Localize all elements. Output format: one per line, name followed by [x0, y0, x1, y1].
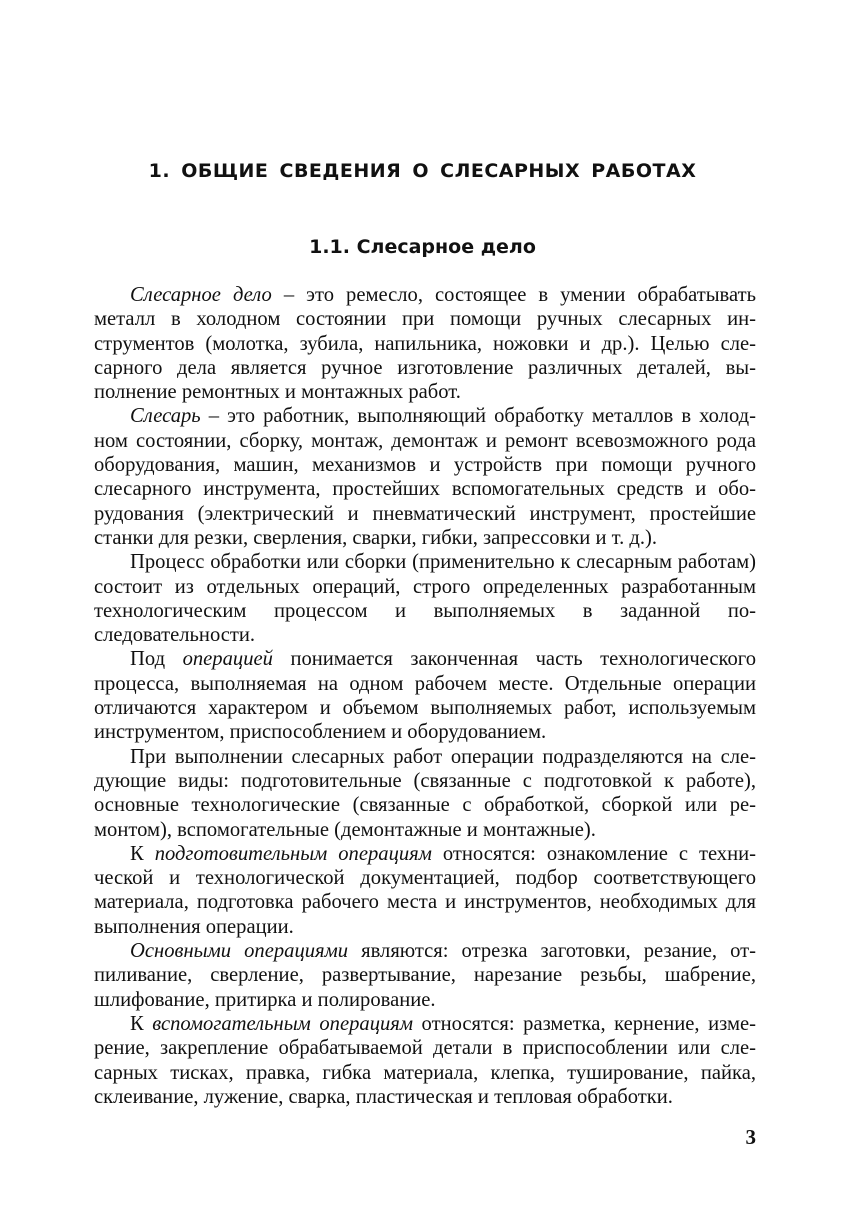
paragraph-text: – это ремесло, состоящее в умении обрабатывать металл в холодном состоянии при помощи ручных слесарных инструментов (молотка, зубила, напильника, ножовки и др.). Целью слесарного дела является ручное изготовление различных деталей, выполнение ремонтных и монтажных работ.	[94, 284, 756, 404]
paragraph-3	[94, 550, 756, 647]
term-slesarnoe-delo: Слесарное дело	[130, 284, 272, 306]
paragraph-7	[94, 939, 756, 1012]
paragraph-2	[94, 404, 756, 550]
term-osnovnye-operatsii: Основными операциями	[130, 940, 349, 963]
paragraph-4	[94, 647, 756, 744]
paragraph-5	[94, 745, 756, 842]
paragraph-6	[94, 842, 756, 939]
section-title: 1.1. Слесарное дело	[309, 236, 536, 258]
paragraph-text: относятся: ознакомление с технической и технологической документацией, подбор соответствующего материала, подготовка рабочего места и инструментов, необходимых для выполнения операции.	[94, 842, 757, 938]
paragraph-text: понимается законченная часть технологического процесса, выполняемая на одном рабочем месте. Отдельные операции отличаются характером и объемом выполняемых работ, используемым инструментом, приспособлением и оборудованием.	[94, 648, 757, 744]
term-vspomogatelnye-operatsii: вспомогательным операциям	[152, 1012, 414, 1035]
page-number: 3	[745, 1125, 756, 1149]
paragraph-lead: Под	[130, 648, 183, 671]
paragraph-lead: К	[130, 1012, 153, 1035]
paragraph-1	[94, 283, 756, 404]
term-podgotovitelnye-operatsii: подготовительным операциям	[154, 842, 432, 865]
paragraph-text: – это работник, выполняющий обработку металлов в холодном состоянии, сборку, монтаж, демонтаж и ремонт всевозможного рода оборудования, машин, механизмов и устройств при помощи ручного слесарного инструмента, простейших вспомогательных средств и оборудования (электрический и пневматический инструмент, простейшие станки для резки, сверления, сварки, гибки, запрессовки и т. д.).	[94, 405, 756, 549]
paragraph-8	[94, 1012, 756, 1109]
paragraph-lead: К	[130, 842, 155, 865]
term-operatsiya: операцией	[182, 648, 273, 671]
paragraph-text: являются: отрезка заготовки, резание, отпиливание, сверление, развертывание, нарезание резьбы, шабрение, шлифование, притирка и полирование.	[94, 940, 756, 1011]
paragraph-text: При выполнении слесарных работ операции подразделяются на следующие виды: подготовительные (связанные с подготовкой к работе), основные технологические (связанные с обработкой, сборкой или ремонтом), вспомогательные (демонтажные и монтажные).	[94, 745, 756, 841]
term-slesar: Слесарь	[130, 405, 201, 428]
paragraph-text: Процесс обработки или сборки (применительно к слесарным работам) состоит из отдельных операций, строго определенных разработанным технологическим процессом и выполняемых в заданной последовательности.	[94, 551, 756, 647]
paragraph-text: относятся: разметка, кернение, измерение, закрепление обрабатываемой детали в приспособлении или слесарных тисках, правка, гибка материала, клепка, туширование, пайка, склеивание, лужение, сварка, пластическая и тепловая обработки.	[94, 1012, 756, 1108]
chapter-title: 1. ОБЩИЕ СВЕДЕНИЯ О СЛЕСАРНЫХ РАБОТАХ	[148, 160, 697, 182]
body-text	[94, 283, 756, 1109]
